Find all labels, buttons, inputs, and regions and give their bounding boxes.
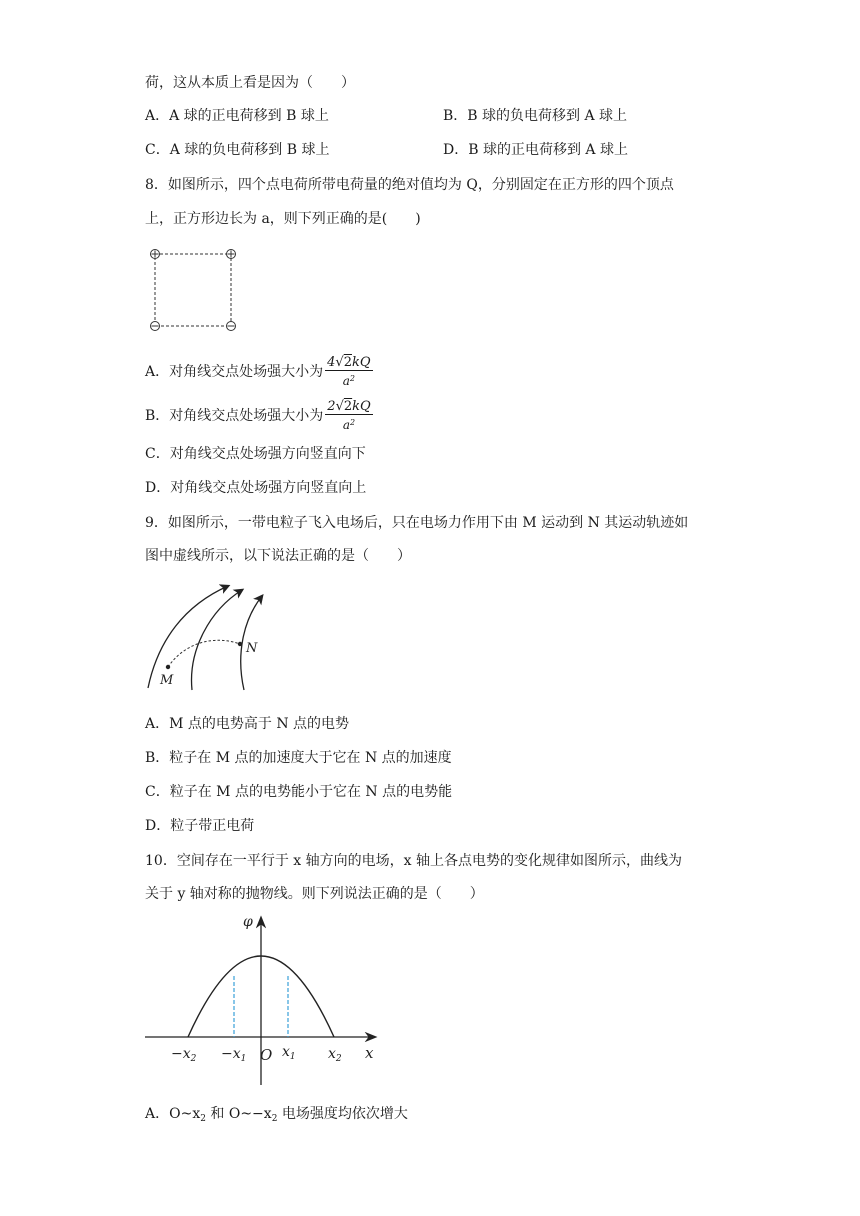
frac-den: a xyxy=(342,374,350,388)
charge-top-right xyxy=(227,250,236,259)
charge-bottom-left xyxy=(151,322,160,331)
frac-coef: 4 xyxy=(327,355,336,370)
svg-text:−x2: $-x_2$ xyxy=(171,1046,197,1064)
q8-stem-line2: 上，正方形边长为 a，则下列正确的是( ) xyxy=(145,211,421,227)
q9-stem-line2: 图中虚线所示，以下说法正确的是（ ） xyxy=(145,548,411,564)
q7-stem-tail: 荷，这从本质上看是因为（ ） xyxy=(145,75,355,91)
q10-stem-line2: 关于 y 轴对称的抛物线。则下列说法正确的是（ ） xyxy=(145,886,484,902)
point-m-dot xyxy=(166,665,170,669)
frac-exp: 2 xyxy=(349,374,355,383)
q8-option-b xyxy=(145,399,373,433)
point-m-label: M xyxy=(160,673,174,688)
q10-option-a xyxy=(145,1104,408,1129)
q9-option-c: C．粒子在 M 点的电势能小于它在 N 点的电势能 xyxy=(145,784,453,800)
frac-kq: kQ xyxy=(351,355,371,370)
q8-option-a xyxy=(145,355,373,389)
q9-option-b: B．粒子在 M 点的加速度大于它在 N 点的加速度 xyxy=(145,750,452,766)
charge-bottom-right xyxy=(227,322,236,331)
q9-option-d: D．粒子带正电荷 xyxy=(145,818,255,834)
q10-option-a-sub1: 2 xyxy=(200,1114,206,1124)
q8-option-d: D．对角线交点处场强方向竖直向上 xyxy=(145,480,367,496)
q8-square-figure xyxy=(145,245,245,335)
field-line-2 xyxy=(192,590,242,690)
q10-potential-graph xyxy=(145,910,385,1090)
q9-option-a: A．M 点的电势高于 N 点的电势 xyxy=(145,716,350,732)
tick-label-neg-x1 xyxy=(221,1046,246,1064)
point-n-label: N xyxy=(246,641,258,656)
y-axis-label: φ xyxy=(243,914,253,930)
frac-den: a xyxy=(342,418,351,432)
q7-option-b: B．B 球的负电荷移到 A 球上 xyxy=(443,108,628,124)
q8-stem-line1: 8．如图所示，四个点电荷所带电荷量的绝对值均为 Q，分别固定在正方形的四个顶点 xyxy=(145,177,674,193)
frac-radicand: 2 xyxy=(343,399,353,414)
q7-option-c: C．A 球的负电荷移到 B 球上 xyxy=(145,142,330,158)
x-axis-label: x xyxy=(365,1044,374,1062)
q8-option-a-fraction: $\frac{4√2kQ}{a^2}$ xyxy=(327,355,371,388)
particle-trajectory xyxy=(168,640,240,667)
origin-label: O xyxy=(260,1046,273,1064)
q9-field-figure xyxy=(140,580,280,700)
q9-stem-line1: 9．如图所示，一带电粒子飞入电场后，只在电场力作用下由 M 运动到 N 其运动轨迹如 xyxy=(145,515,689,531)
frac-radicand: 2 xyxy=(343,355,352,370)
q10-option-a-part3: 电场强度均依次增大 xyxy=(277,1106,408,1122)
q8-option-c: C．对角线交点处场强方向竖直向下 xyxy=(145,446,366,462)
frac-kq: kQ xyxy=(352,399,371,414)
frac-exp: 2 xyxy=(350,418,356,427)
q7-option-a: A．A 球的正电荷移到 B 球上 xyxy=(145,108,329,124)
q8-option-b-fraction: $\frac{2√2kQ}{a^2}$ xyxy=(327,399,371,432)
q10-option-a-part1: A．O~x xyxy=(145,1106,201,1122)
q10-option-a-sub2: 2 xyxy=(271,1114,278,1124)
q8-option-a-text: A．对角线交点处场强大小为 xyxy=(145,364,324,380)
tick-label-neg-x2 xyxy=(171,1046,197,1064)
q8-option-b-text: B．对角线交点处场强大小为 xyxy=(145,408,324,424)
q10-stem-line1: 10．空间存在一平行于 x 轴方向的电场，x 轴上各点电势的变化规律如图所示，曲线为 xyxy=(145,853,682,869)
q7-option-d: D．B 球的正电荷移到 A 球上 xyxy=(443,142,628,158)
tick-label-x2 xyxy=(328,1046,342,1064)
frac-coef: 2 xyxy=(327,399,336,414)
square-outline xyxy=(155,254,231,326)
svg-text:x2: $x_2$ xyxy=(328,1046,342,1064)
point-n-dot xyxy=(238,642,242,646)
q10-option-a-part2: 和 O~−x xyxy=(205,1106,272,1122)
charge-top-left xyxy=(151,250,160,259)
svg-text:−x1: $-x_1$ xyxy=(221,1046,247,1064)
tick-label-x1 xyxy=(282,1044,296,1062)
svg-text:x1: $x_1$ xyxy=(282,1044,296,1062)
